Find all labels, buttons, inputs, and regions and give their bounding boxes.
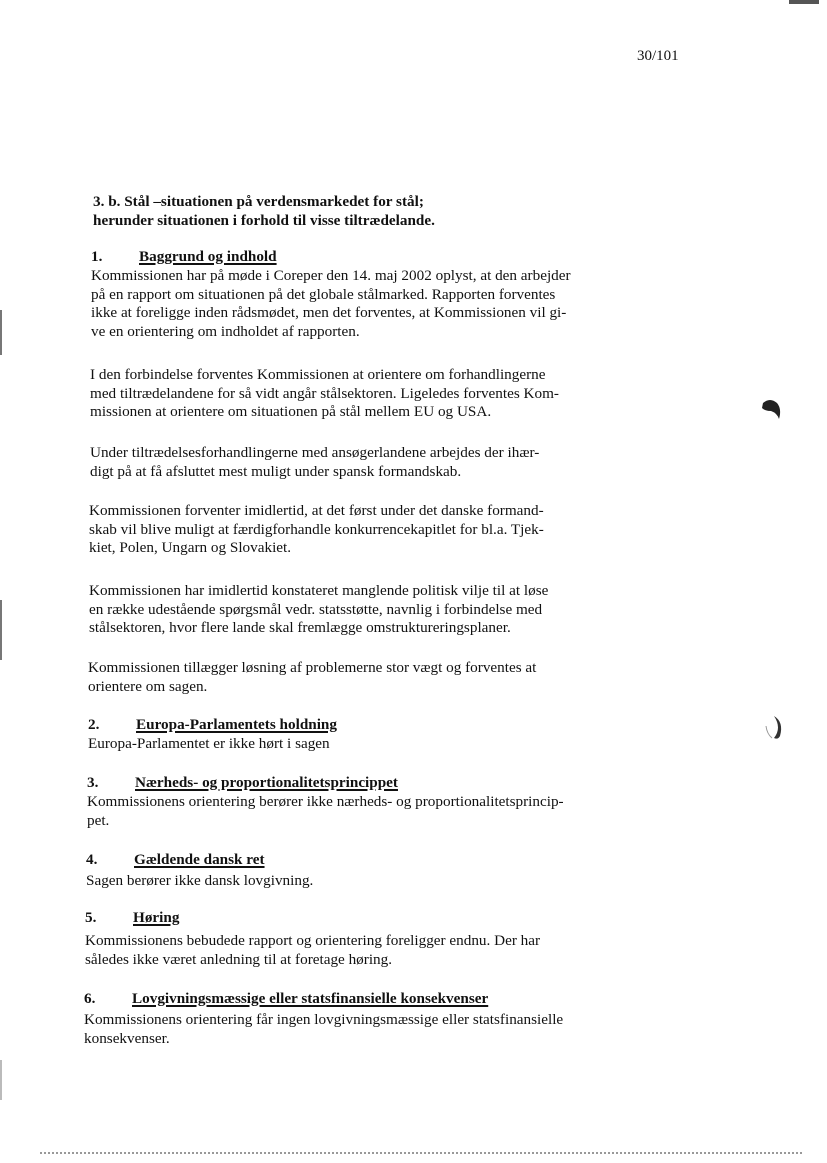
paragraph-1-2 bbox=[90, 366, 620, 422]
title-line-2: herunder situationen i forhold til visse tiltrædelande. bbox=[93, 211, 435, 229]
text-line: Kommissionens orientering berører ikke nærheds- og proportionalitetsprincip- bbox=[87, 793, 564, 810]
section-3 bbox=[87, 774, 617, 793]
section-number: 1. bbox=[91, 248, 103, 265]
text-line: på en rapport om situationen på det globale stålmarked. Rapporten forventes bbox=[91, 285, 556, 303]
text-line: ve en orientering om indholdet af rapporten. bbox=[91, 322, 360, 340]
section-title: Høring bbox=[133, 909, 180, 926]
paragraph-3-1 bbox=[87, 793, 617, 830]
section-number: 3. bbox=[87, 774, 99, 791]
section-heading bbox=[86, 851, 616, 870]
paragraph-6-1 bbox=[84, 1011, 614, 1048]
margin-mark bbox=[0, 310, 2, 355]
margin-mark bbox=[0, 1060, 2, 1100]
text-line: således ikke været anledning til at foretage høring. bbox=[85, 950, 393, 968]
text-line: Kommissionens orientering får ingen lovgivningsmæssige eller statsfinansielle bbox=[84, 1011, 564, 1028]
text-line: I den forbindelse forventes Kommissionen at orientere om forhandlingerne bbox=[90, 366, 546, 383]
section-heading bbox=[91, 248, 621, 267]
text-line: Sagen berører ikke dansk lovgivning. bbox=[86, 872, 314, 889]
text-line: Kommissionens bebudede rapport og orientering foreligger endnu. Der har bbox=[85, 932, 541, 949]
text-line: stålsektoren, hvor flere lande skal fremlægge omstruktureringsplaner. bbox=[89, 619, 511, 637]
paragraph-1-5 bbox=[89, 582, 619, 638]
section-2 bbox=[88, 716, 618, 735]
text-line: konsekvenser. bbox=[84, 1029, 170, 1047]
punch-hole-icon bbox=[762, 712, 786, 742]
document-title bbox=[93, 193, 435, 230]
scan-corner-mark bbox=[789, 0, 819, 4]
section-title: Gældende dansk ret bbox=[134, 851, 265, 868]
paragraph-1-6 bbox=[88, 659, 618, 696]
paragraph-5-1 bbox=[85, 932, 615, 969]
text-line: ikke at foreligge inden rådsmødet, men det forventes, at Kommissionen vil gi- bbox=[91, 304, 567, 322]
text-line: Kommissionen forventer imidlertid, at det først under det danske formand- bbox=[89, 502, 544, 519]
text-line: med tiltrædelandene for så vidt angår stålsektoren. Ligeledes forventes Kom- bbox=[90, 384, 559, 402]
section-title: Europa-Parlamentets holdning bbox=[136, 716, 337, 733]
text-line: Kommissionen har imidlertid konstateret manglende politisk vilje til at løse bbox=[89, 582, 549, 599]
text-line: Europa-Parlamentet er ikke hørt i sagen bbox=[88, 735, 330, 752]
section-title: Lovgivningsmæssige eller statsfinansielle konsekvenser bbox=[132, 990, 489, 1007]
text-line: missionen at orientere om situationen på stål mellem EU og USA. bbox=[90, 403, 492, 421]
section-5 bbox=[85, 909, 615, 928]
text-line: pet. bbox=[87, 811, 110, 829]
text-line: digt på at få afsluttet mest muligt under spansk formandskab. bbox=[90, 462, 462, 480]
section-title: Nærheds- og proportionalitetsprincippet bbox=[135, 774, 398, 791]
paragraph-1-3 bbox=[90, 444, 620, 481]
scan-bottom-edge bbox=[40, 1152, 802, 1154]
text-line: Kommissionen tillægger løsning af problemerne stor vægt og forventes at bbox=[88, 659, 537, 676]
section-6 bbox=[84, 990, 614, 1009]
title-line-1: 3. b. Stål –situationen på verdensmarkedet for stål; bbox=[93, 193, 424, 210]
section-number: 4. bbox=[86, 851, 98, 868]
page-number: 30/101 bbox=[637, 48, 679, 64]
paragraph-4-1 bbox=[86, 872, 616, 891]
section-heading bbox=[87, 774, 617, 793]
text-line: kiet, Polen, Ungarn og Slovakiet. bbox=[89, 539, 292, 557]
section-heading bbox=[88, 716, 618, 735]
section-title: Baggrund og indhold bbox=[139, 248, 277, 265]
punch-hole-icon bbox=[755, 395, 785, 425]
section-heading bbox=[84, 990, 614, 1009]
section-heading bbox=[85, 909, 615, 928]
paragraph-1-4 bbox=[89, 502, 619, 558]
text-line: orientere om sagen. bbox=[88, 677, 208, 695]
text-line: skab vil blive muligt at færdigforhandle konkurrencekapitlet for bl.a. Tjek- bbox=[89, 520, 544, 538]
section-4 bbox=[86, 851, 616, 870]
paragraph-1-1 bbox=[91, 267, 621, 341]
section-number: 6. bbox=[84, 990, 96, 1007]
paragraph-2-1 bbox=[88, 735, 618, 754]
section-number: 5. bbox=[85, 909, 97, 926]
margin-mark bbox=[0, 600, 2, 660]
text-line: en række udestående spørgsmål vedr. statsstøtte, navnlig i forbindelse med bbox=[89, 600, 543, 618]
section-1 bbox=[91, 248, 621, 267]
section-number: 2. bbox=[88, 716, 100, 733]
text-line: Kommissionen har på møde i Coreper den 14. maj 2002 oplyst, at den arbejder bbox=[91, 267, 571, 284]
text-line: Under tiltrædelsesforhandlingerne med ansøgerlandene arbejdes der ihær- bbox=[90, 444, 540, 461]
